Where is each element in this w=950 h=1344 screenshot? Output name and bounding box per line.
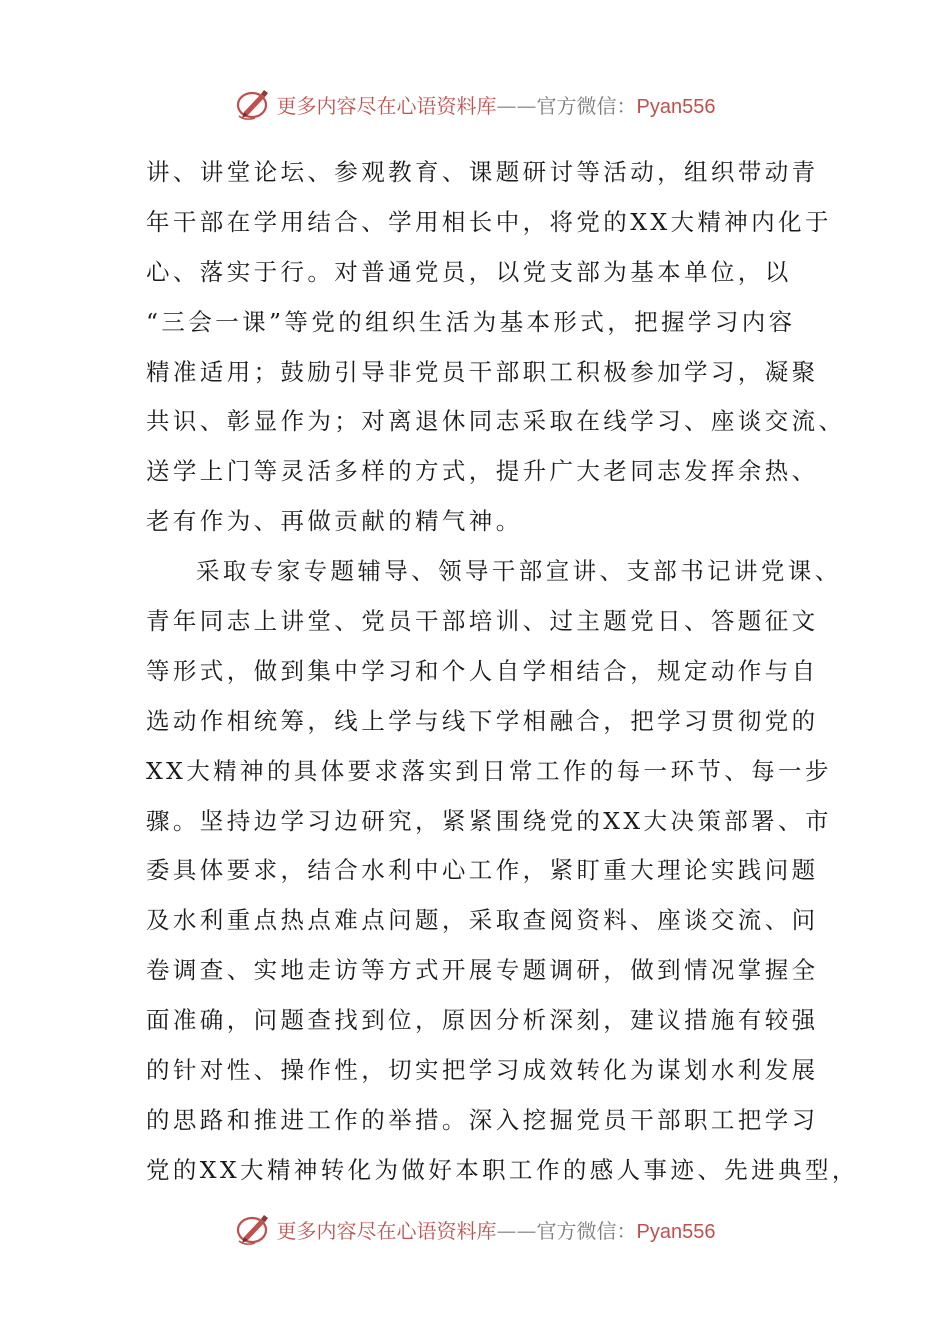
pen-logo-icon [235, 1210, 273, 1248]
body-line: 党的XX大精神转化为做好本职工作的感人事迹、先进典型， [146, 1155, 859, 1184]
body-line: 送学上门等灵活多样的方式，提升广大老同志发挥余热、 [146, 457, 819, 486]
header-banner [0, 82, 950, 126]
banner-site-name: 更多内容尽在心语资料库 [276, 93, 497, 118]
body-line: 年干部在学用结合、学用相长中，将党的XX大精神内化于 [146, 207, 832, 236]
body-line: 青年同志上讲堂、党员干部培训、过主题党日、答题征文 [146, 607, 819, 636]
body-line: 讲、讲堂论坛、参观教育、课题研讨等活动，组织带动青 [146, 158, 819, 186]
banner-wechat-label: 官方微信： [536, 93, 637, 118]
banner-wechat-id: Pyan556 [636, 95, 716, 118]
body-line: 精准适用；鼓励引导非党员干部职工积极参加学习，凝聚 [146, 357, 819, 386]
body-line: 委具体要求，结合水利中心工作，紧盯重大理论实践问题 [146, 856, 819, 885]
body-line: XX大精神的具体要求落实到日常工作的每一环节、每一步 [146, 756, 832, 785]
body-line: 老有作为、再做贡献的精气神。 [146, 507, 523, 536]
footer-banner [0, 1207, 950, 1251]
body-line: 共识、彰显作为；对离退休同志采取在线学习、座谈交流、 [146, 407, 846, 436]
body-line: 面准确，问题查找到位，原因分析深刻，建议措施有较强 [146, 1006, 819, 1035]
body-line: 的针对性、操作性，切实把学习成效转化为谋划水利发展 [146, 1056, 819, 1085]
pen-logo-icon [235, 85, 273, 123]
banner-wechat-label: 官方微信： [536, 1218, 637, 1243]
body-line: 骤。坚持边学习边研究，紧紧围绕党的XX大决策部署、市 [146, 806, 832, 835]
banner-wechat-id: Pyan556 [636, 1220, 716, 1243]
body-line: 的思路和推进工作的举措。深入挖掘党员干部职工把学习 [146, 1105, 819, 1134]
body-line: 卷调查、实地走访等方式开展专题调研，做到情况掌握全 [146, 956, 819, 985]
body-line: 及水利重点热点难点问题，采取查阅资料、座谈交流、问 [146, 906, 819, 935]
body-line: 心、落实于行。对普通党员，以党支部为基本单位，以 [146, 257, 792, 286]
banner-dash: —— [496, 1218, 537, 1243]
banner-text [277, 1215, 716, 1244]
banner-text [277, 90, 716, 119]
body-line: 等形式，做到集中学习和个人自学相结合，规定动作与自 [146, 656, 819, 685]
banner-site-name: 更多内容尽在心语资料库 [276, 1218, 497, 1243]
banner-dash: —— [496, 93, 537, 118]
paragraph-start-line: 采取专家专题辅导、领导干部宣讲、支部书记讲党课、 [196, 557, 842, 586]
body-line: “三会一课”等党的组织生活为基本形式，把握学习内容 [146, 307, 796, 336]
document-body [146, 148, 859, 1196]
body-line: 选动作相统筹，线上学与线下学相融合，把学习贯彻党的 [146, 706, 819, 735]
